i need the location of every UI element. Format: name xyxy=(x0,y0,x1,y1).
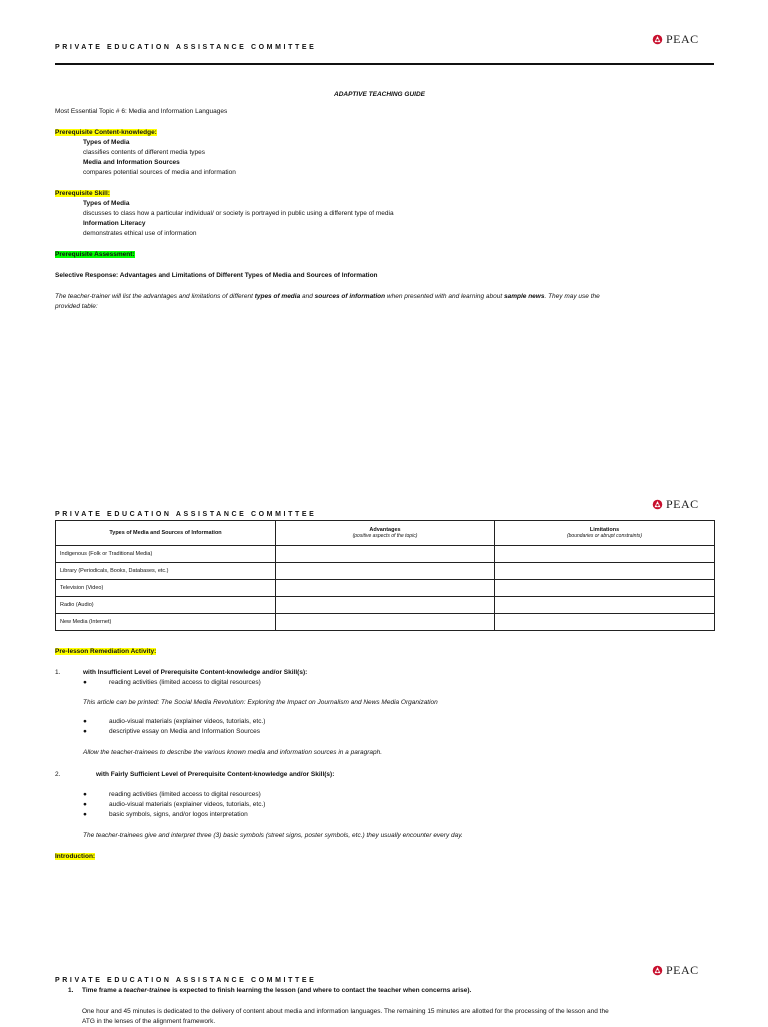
table-cell-empty xyxy=(276,614,495,631)
list-number: 1. xyxy=(68,987,74,994)
peac-logo xyxy=(652,497,699,512)
table-cell-empty xyxy=(276,597,495,614)
org-header: PRIVATE EDUCATION ASSISTANCE COMMITTEE xyxy=(55,44,317,51)
table-row xyxy=(56,580,715,597)
remediation-heading: Pre-lesson Remediation Activity: xyxy=(55,648,157,655)
prereq-content-item-title: Types of Media xyxy=(83,139,130,146)
assessment-paragraph: The teacher-trainer will list the advantages and limitations of different types of media and sources of information when presented with and learning about sample news. They may use the xyxy=(55,293,600,300)
introduction-paragraph-line2: ATG in the lenses of the alignment framework. xyxy=(82,1018,216,1025)
prereq-skill-item-title: Information Literacy xyxy=(83,220,146,227)
table-cell: New Media (Internet) xyxy=(56,614,276,631)
bullet-icon: ● xyxy=(83,811,87,818)
prereq-content-heading: Prerequisite Content-knowledge: xyxy=(55,129,157,136)
table-header-cell: Types of Media and Sources of Information xyxy=(56,521,276,546)
topic-line: Most Essential Topic # 6: Media and Information Languages xyxy=(55,108,228,115)
peac-logo xyxy=(652,963,699,978)
table-cell: Television (Video) xyxy=(56,580,276,597)
bullet-icon: ● xyxy=(83,718,87,725)
peac-logo-icon xyxy=(652,965,663,976)
list-number: 1. xyxy=(55,669,61,676)
time-frame-line: Time frame a teacher-trainee is expected to finish learning the lesson (and where to contact the teacher when concerns arise). xyxy=(82,987,472,994)
list-item: ● reading activities (limited access to digital resources) xyxy=(83,679,261,686)
peac-logo-text: PEAC xyxy=(666,963,699,977)
table-cell-empty xyxy=(276,580,495,597)
peac-logo-text: PEAC xyxy=(666,32,699,46)
table-row xyxy=(56,563,715,580)
table-cell: Radio (Audio) xyxy=(56,597,276,614)
table-row xyxy=(56,597,715,614)
remediation-item-title: with Fairly Sufficient Level of Prerequisite Content-knowledge and/or Skill(s): xyxy=(96,771,335,778)
table-row xyxy=(56,546,715,563)
bullet-icon: ● xyxy=(83,679,87,686)
prereq-skill-item-desc: discusses to class how a particular individual/ or society is portrayed in public using a different type of media xyxy=(83,210,394,217)
table-header-cell: Advantages (positive aspects of the topic) xyxy=(276,521,495,546)
org-header: PRIVATE EDUCATION ASSISTANCE COMMITTEE xyxy=(55,511,317,518)
list-item: ● audio-visual materials (explainer videos, tutorials, etc.) xyxy=(83,801,266,808)
list-item: ● audio-visual materials (explainer videos, tutorials, etc.) xyxy=(83,718,266,725)
prereq-skill-heading: Prerequisite Skill: xyxy=(55,190,110,197)
peac-logo-text: PEAC xyxy=(666,497,699,511)
table-cell-empty xyxy=(495,614,715,631)
remediation-note: The teacher-trainees give and interpret three (3) basic symbols (street signs, poster symbols, etc.) they usually encounter every day. xyxy=(83,832,463,839)
assessment-subtitle: Selective Response: Advantages and Limitations of Different Types of Media and Sources of Information xyxy=(55,272,378,279)
list-item: ● basic symbols, signs, and/or logos interpretation xyxy=(83,811,248,818)
prereq-skill-item-title: Types of Media xyxy=(83,200,130,207)
bullet-icon: ● xyxy=(83,728,87,735)
introduction-heading: Introduction: xyxy=(55,853,96,860)
bullet-icon: ● xyxy=(83,791,87,798)
table-cell: Library (Periodicals, Books, Databases, etc.) xyxy=(56,563,276,580)
assessment-paragraph-line2: provided table: xyxy=(55,303,98,310)
table-cell-empty xyxy=(495,546,715,563)
peac-logo-icon xyxy=(652,34,663,45)
remediation-note: Allow the teacher-trainees to describe the various known media and information sources in a paragraph. xyxy=(83,749,383,756)
introduction-paragraph: One hour and 45 minutes is dedicated to the delivery of content about media and information languages. The remaining 15 minutes are allotted for the processing of the lesson and the xyxy=(82,1008,609,1015)
org-header: PRIVATE EDUCATION ASSISTANCE COMMITTEE xyxy=(55,977,317,984)
list-number: 2. xyxy=(55,771,61,778)
table-row xyxy=(56,614,715,631)
prereq-content-item-desc: classifies contents of different media types xyxy=(83,149,205,156)
table-header-cell: Limitations (boundaries or abrupt constraints) xyxy=(495,521,715,546)
table-cell-empty xyxy=(495,563,715,580)
table-cell-empty xyxy=(276,546,495,563)
prereq-skill-item-desc: demonstrates ethical use of information xyxy=(83,230,197,237)
media-sources-table xyxy=(55,520,715,631)
prereq-content-item-desc: compares potential sources of media and information xyxy=(83,169,236,176)
remediation-item-title: with Insufficient Level of Prerequisite Content-knowledge and/or Skill(s): xyxy=(83,669,308,676)
table-header-row xyxy=(56,521,715,546)
peac-logo-icon xyxy=(652,499,663,510)
table-cell: Indigenous (Folk or Traditional Media) xyxy=(56,546,276,563)
table-cell-empty xyxy=(495,597,715,614)
peac-logo xyxy=(652,32,699,47)
list-item: ● descriptive essay on Media and Information Sources xyxy=(83,728,261,735)
bullet-icon: ● xyxy=(83,801,87,808)
prereq-content-item-title: Media and Information Sources xyxy=(83,159,180,166)
assessment-heading: Prerequisite Assessment: xyxy=(55,251,135,258)
table-cell-empty xyxy=(276,563,495,580)
remediation-note: This article can be printed: The Social Media Revolution: Exploring the Impact on Journalism and News Media Organization xyxy=(83,699,438,706)
table-cell-empty xyxy=(495,580,715,597)
header-rule xyxy=(55,63,714,65)
doc-title: ADAPTIVE TEACHING GUIDE xyxy=(334,91,426,98)
list-item: ● reading activities (limited access to digital resources) xyxy=(83,791,261,798)
